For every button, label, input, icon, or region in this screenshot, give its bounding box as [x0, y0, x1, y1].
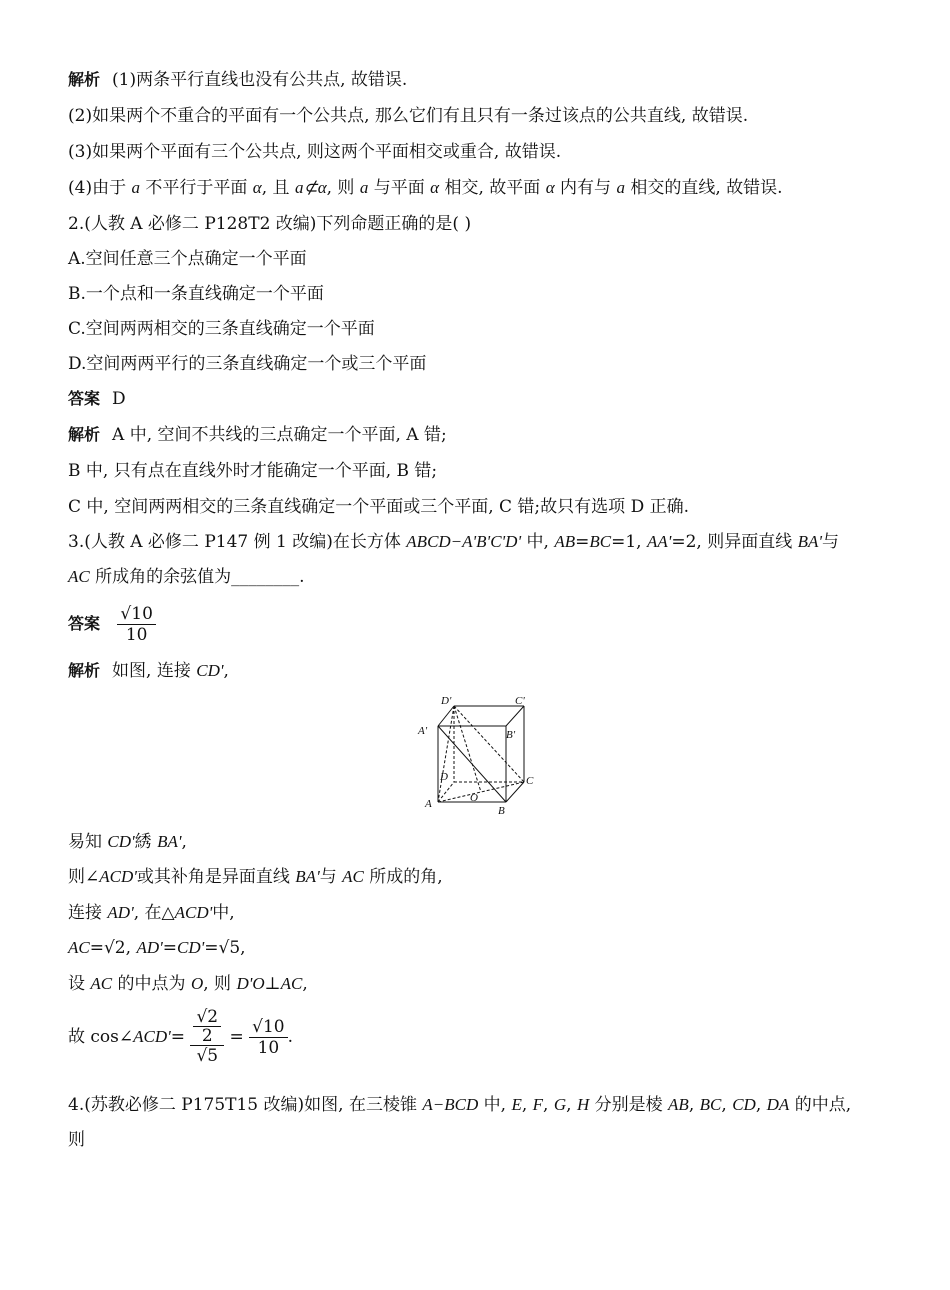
answer-tag: 答案	[68, 389, 101, 408]
explanation-line: 连接 AD', 在△ACD'中,	[68, 903, 235, 923]
label-o: O	[470, 792, 478, 804]
explanation-line-4: (4)由于 a 不平行于平面 α, 且 a⊄α, 则 a 与平面 α 相交, 故平面 α 内有与 a 相交的直线, 故错误.	[68, 178, 783, 198]
explanation-line-3: (3)如果两个平面有三个公共点, 则这两个平面相交或重合, 故错误.	[68, 142, 562, 162]
answer-line	[68, 604, 156, 645]
option-a: A.空间任意三个点确定一个平面	[68, 249, 307, 269]
question-4-stem-line-1: 4.(苏教必修二 P175T15 改编)如图, 在三棱锥 A−BCD 中, E, F, G, H 分别是棱 AB, BC, CD, DA 的中点,	[68, 1095, 852, 1115]
compound-fraction: $\frac{\frac{√2}{2}}{√5}$	[190, 1008, 224, 1066]
question-2-stem: 2.(人教 A 必修二 P128T2 改编)下列命题正确的是( )	[68, 214, 472, 234]
answer-fraction: $\frac{√10}{10}$	[117, 604, 155, 645]
explanation-line: AC=√2, AD'=CD'=√5,	[68, 938, 246, 958]
label-d-prime: D'	[441, 695, 452, 707]
explanation-line: 则∠ACD'或其补角是异面直线 BA'与 AC 所成的角,	[68, 867, 443, 887]
label-c: C	[526, 775, 534, 787]
result-fraction: $\frac{√10}{10}$	[249, 1017, 287, 1058]
cuboid-figure	[410, 690, 540, 818]
label-d: D	[440, 771, 448, 783]
explanation-tag: 解析	[68, 70, 101, 89]
explanation-tag: 解析	[68, 425, 101, 444]
label-a: A	[425, 798, 432, 810]
option-c: C.空间两两相交的三条直线确定一个平面	[68, 319, 375, 339]
answer-value: D	[112, 389, 126, 409]
label-c-prime: C'	[515, 695, 525, 707]
label-b: B	[498, 805, 505, 817]
question-4-stem-line-2: 则	[68, 1130, 85, 1150]
question-3-stem-line-2: AC 所成角的余弦值为________.	[68, 567, 305, 587]
explanation-line: 解析 A 中, 空间不共线的三点确定一个平面, A 错;	[68, 425, 447, 445]
explanation-line: B 中, 只有点在直线外时才能确定一个平面, B 错;	[68, 461, 438, 481]
question-3-stem-line-1: 3.(人教 A 必修二 P147 例 1 改编)在长方体 ABCD−A'B'C'D' 中, AB=BC=1, AA'=2, 则异面直线 BA'与	[68, 532, 840, 552]
answer-line	[68, 387, 126, 411]
explanation-line: 解析 如图, 连接 CD',	[68, 661, 229, 681]
cosine-formula: 故 cos∠ACD'= $\frac{\frac{√2}{2}}{√5}$ = $\frac{√10}{10}$ .	[68, 1007, 294, 1066]
explanation-text: (1)两条平行直线也没有公共点, 故错误.	[112, 70, 408, 90]
option-d: D.空间两两平行的三条直线确定一个或三个平面	[68, 354, 427, 374]
option-b: B.一个点和一条直线确定一个平面	[68, 284, 324, 304]
explanation-line-2: (2)如果两个不重合的平面有一个公共点, 那么它们有且只有一条过该点的公共直线, 故错误.	[68, 106, 749, 126]
explanation-line: 易知 CD'綉 BA',	[68, 832, 187, 852]
explanation-line: C 中, 空间两两相交的三条直线确定一个平面或三个平面, C 错;故只有选项 D 正确.	[68, 497, 690, 517]
explanation-tag: 解析	[68, 661, 101, 680]
explanation-line: 设 AC 的中点为 O, 则 D'O⊥AC,	[68, 974, 308, 994]
label-a-prime: A'	[418, 725, 428, 737]
label-b-prime: B'	[506, 729, 516, 741]
explanation-line-1	[68, 68, 407, 92]
answer-tag: 答案	[68, 614, 101, 633]
